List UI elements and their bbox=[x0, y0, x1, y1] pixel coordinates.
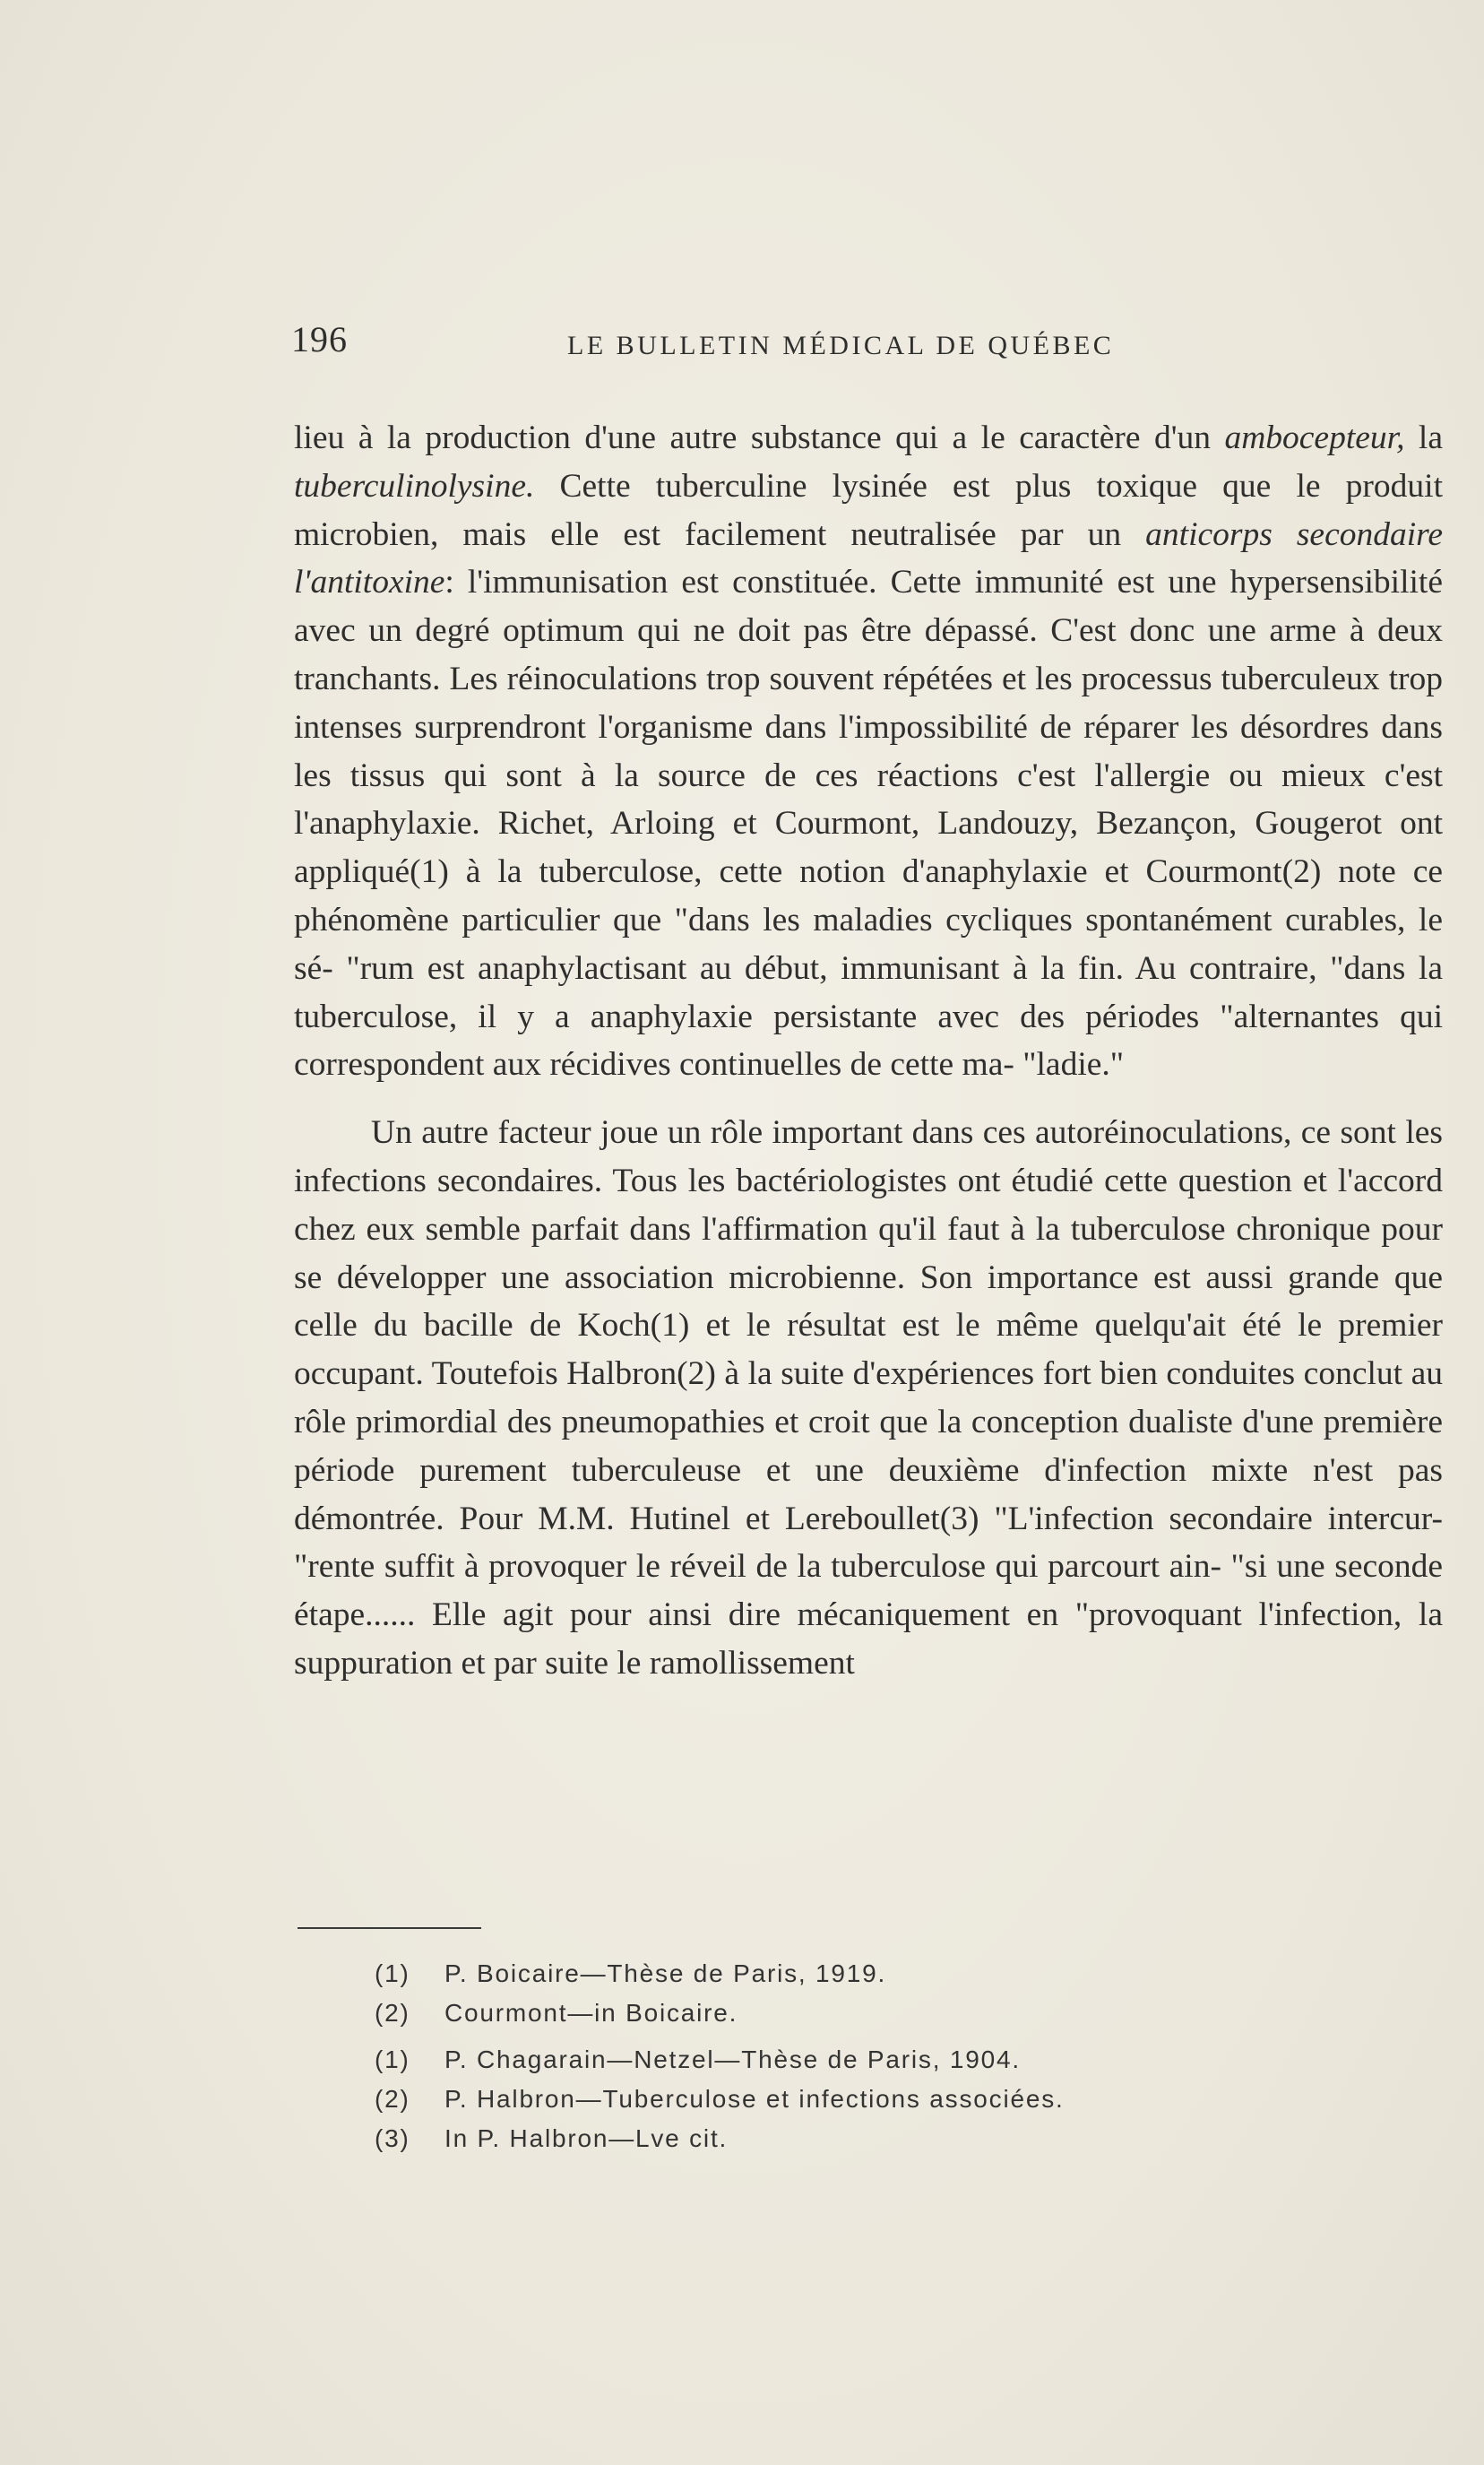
running-head: LE BULLETIN MÉDICAL DE QUÉBEC bbox=[567, 331, 1115, 360]
italic-term: tuberculinolysine. bbox=[294, 467, 535, 505]
footnote-text: P. Halbron—Tuberculose et infections associées. bbox=[444, 2085, 1065, 2113]
footnote bbox=[375, 2040, 1360, 2080]
footnote bbox=[375, 1954, 1360, 1994]
footnote bbox=[375, 2080, 1360, 2119]
footnote-marker: (3) bbox=[375, 2124, 410, 2152]
paragraph-text: la bbox=[1404, 419, 1443, 456]
footnote-text: In P. Halbron—Lve cit. bbox=[444, 2124, 729, 2152]
footnote-text: P. Chagarain—Netzel—Thèse de Paris, 1904. bbox=[444, 2046, 1021, 2073]
paragraph-text: lieu à la production d'une autre substance qui a le caractère d'un bbox=[294, 419, 1225, 456]
italic-term: anticorps secondaire l'antitoxine bbox=[294, 515, 1443, 601]
paragraph-text: Cette tuberculine lysinée est plus toxique que le produit microbien, mais elle est facilement neutralisée par un bbox=[294, 467, 1443, 553]
paragraph bbox=[294, 414, 1443, 1089]
footnote-marker: (2) bbox=[375, 1999, 410, 2027]
footnote-group bbox=[375, 1954, 1360, 2033]
page-header bbox=[291, 318, 1196, 363]
footnote-group bbox=[375, 2040, 1360, 2158]
body-text bbox=[294, 414, 1443, 1688]
footnote-marker: (2) bbox=[375, 2085, 410, 2113]
footnote-marker: (1) bbox=[375, 1959, 410, 1987]
footnote-text: Courmont—in Boicaire. bbox=[444, 1999, 738, 2027]
footnote-rule bbox=[298, 1927, 481, 1929]
page-number: 196 bbox=[291, 319, 348, 359]
paragraph: Un autre facteur joue un rôle important dans ces autoréinoculations, ce sont les infections secondaires. Tous les bactériologistes ont étudié cette question et l'accord chez eux semble parfait dans l'affirmation qu'il faut à la tuberculose chronique pour se développer une association microbienne. Son importance est aussi grande que celle du bacille de Koch(1) et le résultat est le même quelqu'ait été le premier occupant. Toutefois Halbron(2) à la suite d'expériences fort bien conduites conclut au rôle primordial des pneumopathies et croit que la conception dualiste d'une première période purement tuberculeuse et une deuxième d'infection mixte n'est pas démontrée. Pour M.M. Hutinel et Lereboullet(3) "L'infection secondaire intercur- "rente suffit à provoquer le réveil de la tuberculose qui parcourt ain- "si une seconde étape...... Elle agit pour ainsi dire mécaniquement en "provoquant l'infection, la suppuration et par suite le ramollissement bbox=[294, 1114, 1443, 1682]
footnote bbox=[375, 2119, 1360, 2158]
italic-term: ambocepteur, bbox=[1224, 419, 1405, 456]
footnote-marker: (1) bbox=[375, 2046, 410, 2073]
paragraph-text: : l'immunisation est constituée. Cette immunité est une hypersensibilité avec un degré optimum qui ne doit pas être dépassé. C'est donc une arme à deux tranchants. Les réinoculations trop souvent répétées et les processus tuberculeux trop intenses surprendront l'organisme dans l'impossibilité de réparer les désordres dans les tissus qui sont à la source de ces réactions c'est l'allergie ou mieux c'est l'anaphylaxie. Richet, Arloing et Courmont, Landouzy, Bezançon, Gougerot ont appliqué(1) à la tuberculose, cette notion d'anaphylaxie et Courmont(2) note ce phénomène particulier que "dans les maladies cycliques spontanément curables, le sé- "rum est anaphylactisant au début, immunisant à la fin. Au contraire, "dans la tuberculose, il y a anaphylaxie persistante avec des périodes "alternantes qui correspondent aux récidives continuelles de cette ma- "ladie." bbox=[294, 564, 1443, 1084]
footnote bbox=[375, 1994, 1360, 2033]
footnote-text: P. Boicaire—Thèse de Paris, 1919. bbox=[444, 1959, 887, 1987]
footnotes bbox=[375, 1954, 1360, 2158]
